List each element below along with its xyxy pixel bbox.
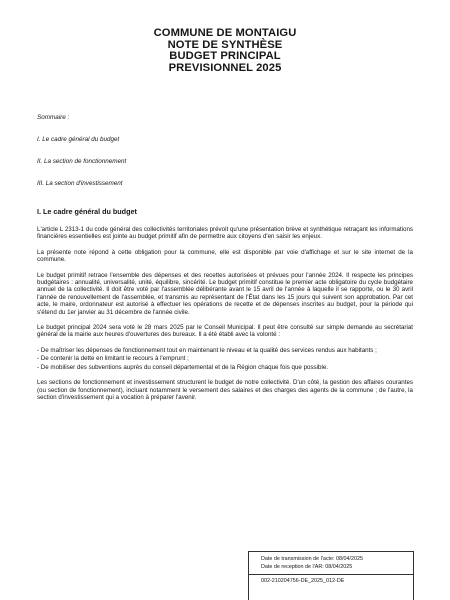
list-item: - De maîtriser les dépenses de fonctionnement tout en maintenant le niveau et la qualité des services rendus aux habitants ;	[37, 346, 377, 354]
table-of-contents	[37, 114, 357, 202]
objectives-list	[37, 347, 413, 371]
header-note-title: NOTE DE SYNTHÈSE	[167, 38, 283, 51]
paragraph-vote: Le budget principal 2024 sera voté le 28 mars 2025 par le Conseil Municipal. Il peut être consulté sur simple demande au secrétariat général de la mairie aux heures d'ouvertures des bureaux. Il a été établi avec la volonté :	[37, 324, 413, 339]
toc-item-investissement: III. La section d'investissement	[37, 180, 123, 187]
paragraph-sections: Les sections de fonctionnement et investissement structurent le budget de notre collectivité. D'un côté, la gestion des affaires courantes (ou section de fonctionnement), incluant notamment le versement des salaires et des charges des agents de la commune ; de l'autre, la section d'investissement qui a vocation à préparer l'avenir.	[37, 379, 413, 401]
transmission-stamp	[248, 551, 414, 600]
section-heading: I. Le cadre général du budget	[37, 207, 137, 216]
header-year-title: PREVISIONNEL 2025	[168, 61, 282, 74]
paragraph-publication: La présente note répond à cette obligation pour la commune, elle est disponible par voie d'affichage et sur le site internet de la commune.	[37, 248, 413, 264]
header-budget-title: BUDGET PRINCIPAL	[169, 50, 281, 63]
paragraph-legal-basis: L'article L 2313-1 du code général des collectivités territoriales prévoit qu'une présentation brève et synthétique retraçant les informations financières essentielles est jointe au budget primitif afin de permettre aux citoyens d'en saisir les enjeux.	[37, 226, 413, 241]
toc-item-fonctionnement: II. La section de fonctionnement	[37, 158, 127, 165]
paragraph-budget-primitif: Le budget primitif retrace l'ensemble des dépenses et des recettes autorisées et prévues pour l'année 2024. Il respecte les principes budgétaires : annualité, universalité, unité, équilibre, sincérité. Le budget primitif constitue le premier acte obligatoire du cycle budgétaire annuel de la collectivité. Il doit être voté par l'assemblée délibérante avant le 15 avril de l'année à laquelle il se rapporte, ou le 30 avril l'année de renouvellement de l'assemblée, et transmis au représentant de l'État dans les 15 jours qui suivent son approbation. Par cet acte, le maire, ordonnateur est autorisé à effectuer les opérations de recette et de dépenses inscrites au budget, pour la période qui s'étend du 1er janvier au 31 décembre de l'année civile.	[37, 271, 413, 316]
list-item: - De contenir la dette en limitant le recours à l'emprunt ;	[37, 355, 189, 363]
toc-item-cadre: I. Le cadre général du budget	[37, 136, 120, 143]
section-body	[37, 226, 413, 409]
list-item: - De mobiliser des subventions auprès du conseil départemental et de la Région chaque fois que possible.	[37, 363, 328, 371]
stamp-transmission-date: Date de transmission de l'acte: 08/04/2025	[261, 556, 364, 562]
header-commune: COMMUNE DE MONTAIGU	[153, 27, 297, 39]
toc-title: Sommaire :	[37, 114, 70, 121]
stamp-reference: 002-210204756-DE_2025_012-DE	[261, 578, 345, 584]
stamp-reception-date: Date de reception de l'AR: 08/04/2025	[261, 564, 353, 570]
document-header	[110, 28, 340, 74]
